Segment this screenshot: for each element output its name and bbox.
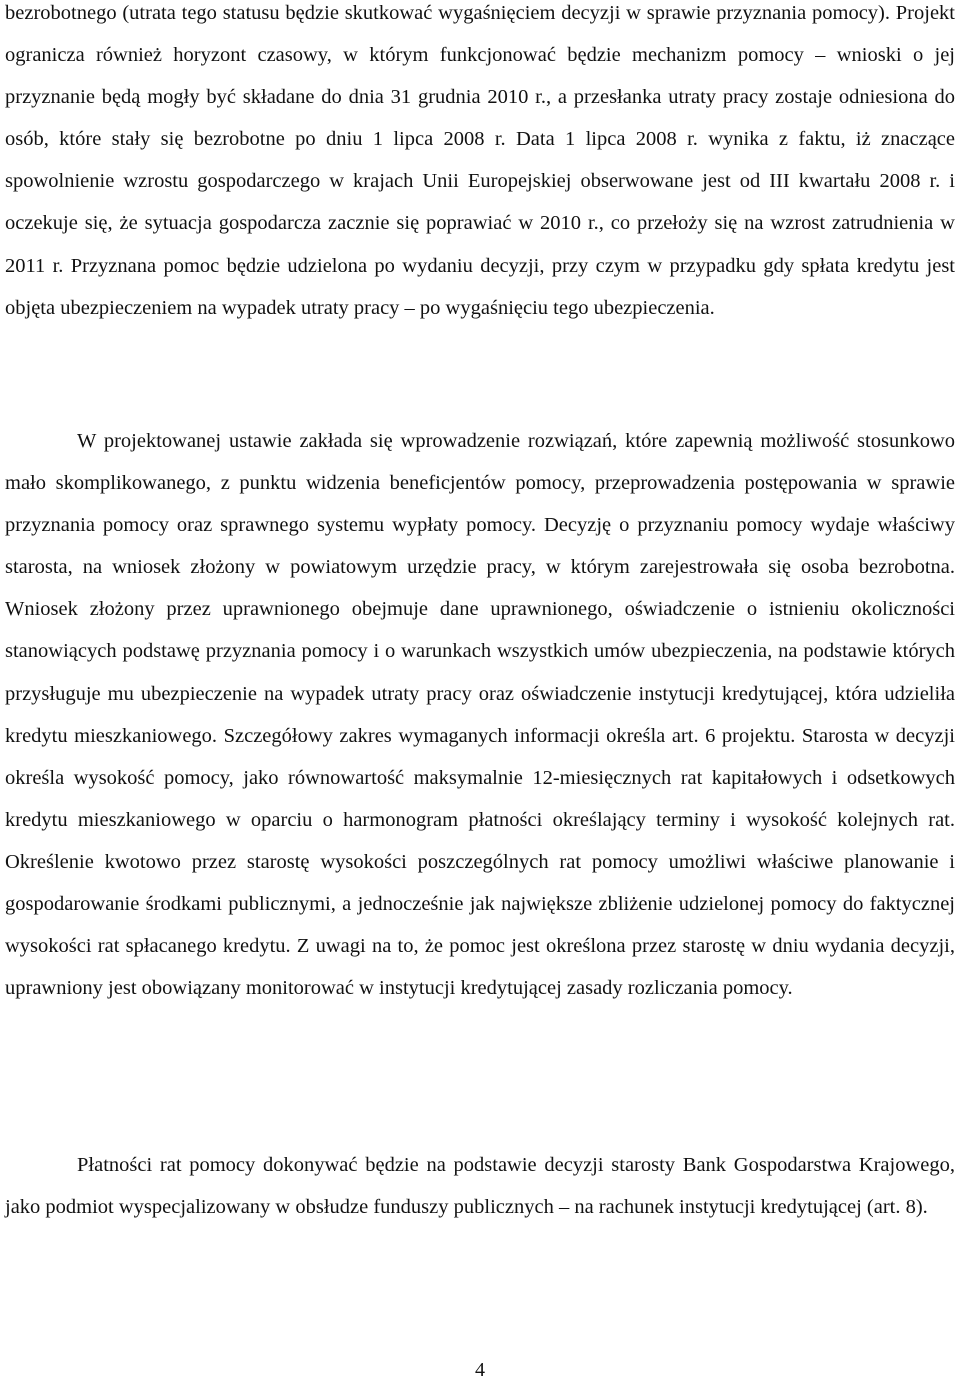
paragraph-2: W projektowanej ustawie zakłada się wprowadzenie rozwiązań, które zapewnią możliwość stosunkowo mało skomplikowanego, z punktu widzenia beneficjentów pomocy, przeprowadzenia postępowania w sprawie przyznania pomocy oraz sprawnego systemu wypłaty pomocy. Decyzję o przyznaniu pomocy wydaje właściwy starosta, na wniosek złożony w powiatowym urzędzie pracy, w którym zarejestrowała się osoba bezrobotna. Wniosek złożony przez uprawnionego obejmuje dane uprawnionego, oświadczenie o istnieniu okoliczności stanowiących podstawę przyznania pomocy i o warunkach wszystkich umów ubezpieczenia, na podstawie których przysługuje mu ubezpieczenie na wypadek utraty pracy oraz oświadczenie instytucji kredytującej, która udzieliła kredytu mieszkaniowego. Szczegółowy zakres wymaganych informacji określa art. 6 projektu. Starosta w decyzji określa wysokość pomocy, jako równowartość maksymalnie 12-miesięcznych rat kapitałowych i odsetkowych kredytu mieszkaniowego w oparciu o harmonogram płatności określający terminy i wysokość kolejnych rat. Określenie kwotowo przez starostę wysokości poszczególnych rat pomocy umożliwi właściwe planowanie i gospodarowanie środkami publicznymi, a jednocześnie jak największe zbliżenie udzielonej pomocy do faktycznej wysokości rat spłacanego kredytu. Z uwagi na to, że pomoc jest określona przez starostę w dniu wydania decyzji, uprawniony jest obowiązany monitorować w instytucji kredytującej zasady rozliczania pomocy. xyxy=(5,430,955,1000)
page-number: 4 xyxy=(475,1359,485,1381)
paragraph-3: Płatności rat pomocy dokonywać będzie na podstawie decyzji starosty Bank Gospodarstwa Krajowego, jako podmiot wyspecjalizowany w obsłudze funduszy publicznych – na rachunek instytucji kredytującej (art. 8). xyxy=(5,1154,955,1219)
paragraph-1: bezrobotnego (utrata tego statusu będzie skutkować wygaśnięciem decyzji w sprawie przyznania pomocy). Projekt ogranicza również horyzont czasowy, w którym funkcjonować będzie mechanizm pomocy – wnioski o jej przyznanie będą mogły być składane do dnia 31 grudnia 2010 r., a przesłanka utraty pracy zostaje odniesiona do osób, które stały się bezrobotne po dniu 1 lipca 2008 r. Data 1 lipca 2008 r. wynika z faktu, iż znaczące spowolnienie wzrostu gospodarczego w krajach Unii Europejskiej obserwowane jest od III kwartału 2008 r. i oczekuje się, że sytuacja gospodarcza zacznie się poprawiać w 2010 r., co przełoży się na wzrost zatrudnienia w 2011 r. Przyznana pomoc będzie udzielona po wydaniu decyzji, przy czym w przypadku gdy spłata kredytu jest objęta ubezpieczeniem na wypadek utraty pracy – po wygaśnięciu tego ubezpieczenia. xyxy=(5,2,955,319)
